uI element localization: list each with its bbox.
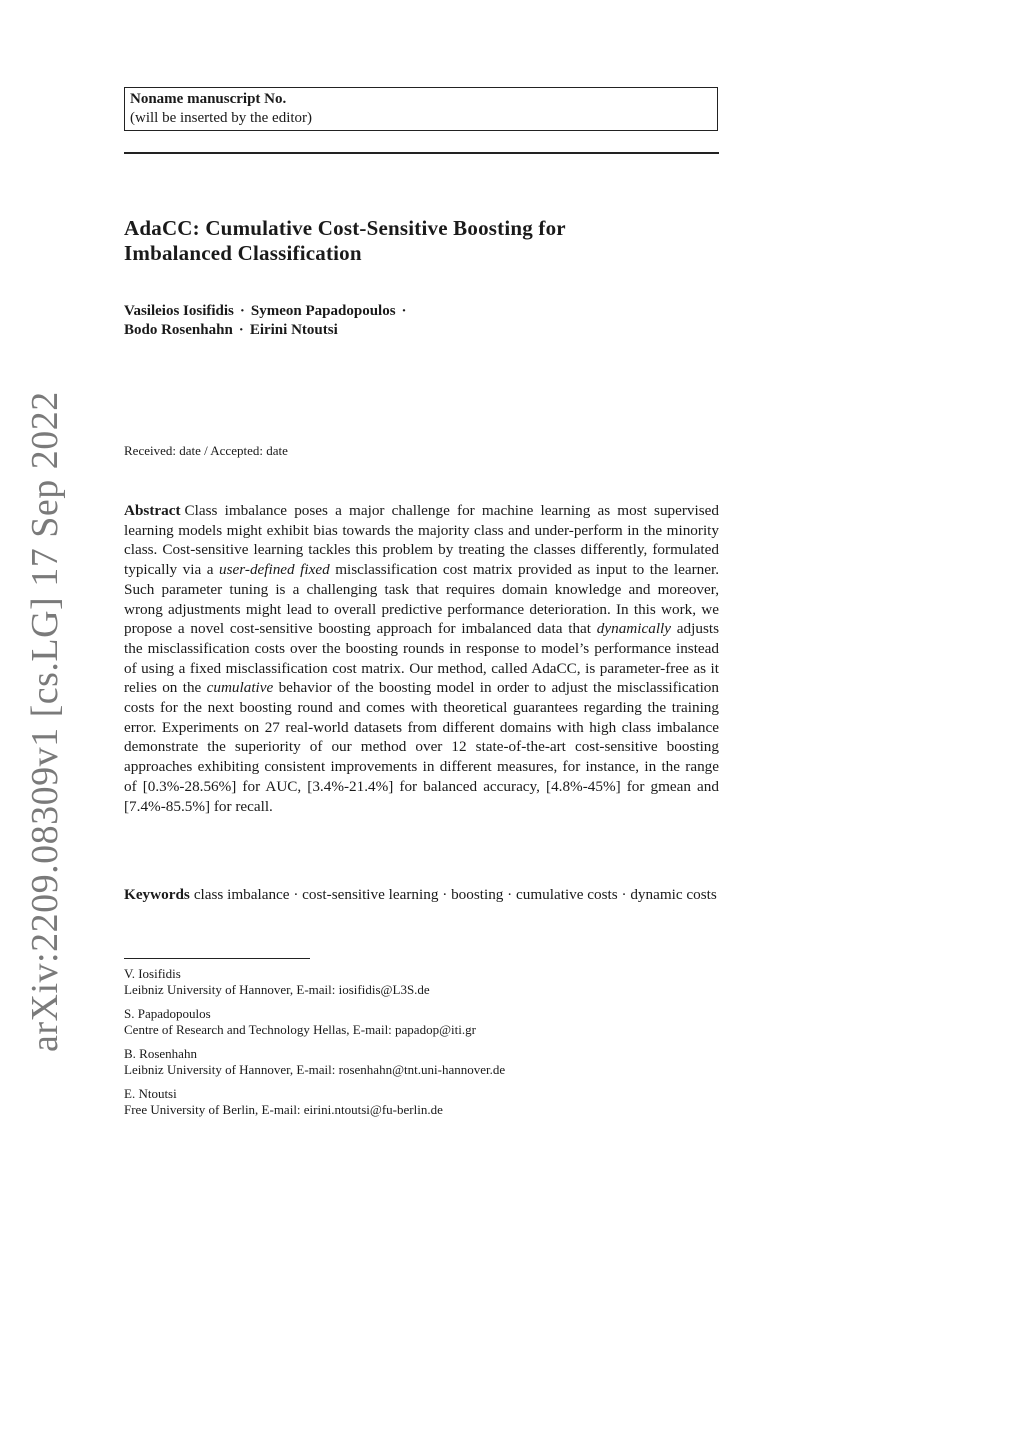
abstract-label: Abstract [124, 502, 181, 519]
affiliations [124, 966, 719, 1126]
keywords-text: class imbalance · cost-sensitive learning · boosting · cumulative costs · dynamic costs [193, 886, 717, 903]
author-separator: · [238, 322, 244, 338]
paper-title-line-1: AdaCC: Cumulative Cost-Sensitive Boosting for [124, 216, 566, 240]
author-name: Bodo Rosenhahn [124, 322, 233, 338]
abstract-text: Class imbalance poses a major challenge for machine learning as most supervised learning models might exhibit bias towards the majority class and under-perform in the minority class. Cost-sensitive learning tackles this problem by treating the classes differently, formulated typically via a [124, 502, 719, 579]
affiliation-detail: Leibniz University of Hannover, E-mail: iosifidis@L3S.de [124, 982, 430, 997]
paper-title [124, 216, 718, 266]
footnote-rule [124, 958, 310, 959]
affiliation-item [124, 1086, 719, 1118]
author-line-1 [124, 302, 718, 321]
abstract-text: misclassification cost matrix provided as input to the learner. Such parameter tuning is a challenging task that requires domain knowledge and moreover, wrong adjustments might lead to overall predictive performance deterioration. In this work, we propose a novel cost-sensitive boosting approach for imbalanced data that [124, 561, 719, 638]
author-separator: · [401, 303, 407, 319]
keywords-label: Keywords [124, 886, 190, 903]
affiliation-name: B. Rosenhahn [124, 1046, 197, 1061]
abstract-emphasis: cumulative [206, 679, 274, 697]
abstract [124, 501, 719, 816]
author-name: Symeon Papadopoulos [250, 303, 396, 319]
author-name: Eirini Ntoutsi [249, 322, 338, 338]
abstract-text: adjusts the misclassification costs over the boosting rounds in response to model’s performance instead of using a fixed misclassification cost matrix. Our method, called AdaCC, is parameter-free as it relies on the [124, 620, 719, 697]
manuscript-box [124, 87, 718, 131]
arxiv-identifier-stamp: arXiv:2209.08309v1 [cs.LG] 17 Sep 2022 [24, 391, 66, 1052]
author-line-2 [124, 321, 718, 340]
author-separator: · [239, 303, 245, 319]
affiliation-detail: Centre of Research and Technology Hellas, E-mail: papadop@iti.gr [124, 1022, 476, 1037]
abstract-emphasis: user-defined fixed [219, 561, 330, 579]
affiliation-detail: Leibniz University of Hannover, E-mail: rosenhahn@tnt.uni-hannover.de [124, 1062, 506, 1077]
manuscript-title: Noname manuscript No. [130, 91, 287, 107]
affiliation-name: E. Ntoutsi [124, 1086, 177, 1101]
author-list [124, 302, 718, 340]
paper-title-line-2: Imbalanced Classification [124, 241, 362, 265]
affiliation-name: V. Iosifidis [124, 966, 181, 981]
header-rule [124, 152, 719, 154]
affiliation-name: S. Papadopoulos [124, 1006, 211, 1021]
abstract-text: behavior of the boosting model in order to adjust the misclassification costs for the next boosting round and comes with theoretical guarantees regarding the training error. Experiments on 27 real-world datasets from different domains with high class imbalance demonstrate the superiority of our method over 12 state-of-the-art cost-sensitive boosting approaches exhibiting consistent improvements in different measures, for instance, in the range of [0.3%-28.56%] for AUC, [3.4%-21.4%] for balanced accuracy, [4.8%-45%] for gmean and [7.4%-85.5%] for recall. [124, 679, 719, 815]
author-name: Vasileios Iosifidis [124, 303, 234, 319]
abstract-emphasis: dynamically [596, 620, 672, 638]
manuscript-note: (will be inserted by the editor) [130, 110, 313, 126]
affiliation-item [124, 1006, 719, 1038]
keywords [124, 885, 719, 905]
affiliation-item [124, 966, 719, 998]
received-accepted-dates: Received: date / Accepted: date [124, 443, 288, 458]
affiliation-item [124, 1046, 719, 1078]
affiliation-detail: Free University of Berlin, E-mail: eirini.ntoutsi@fu-berlin.de [124, 1102, 443, 1117]
